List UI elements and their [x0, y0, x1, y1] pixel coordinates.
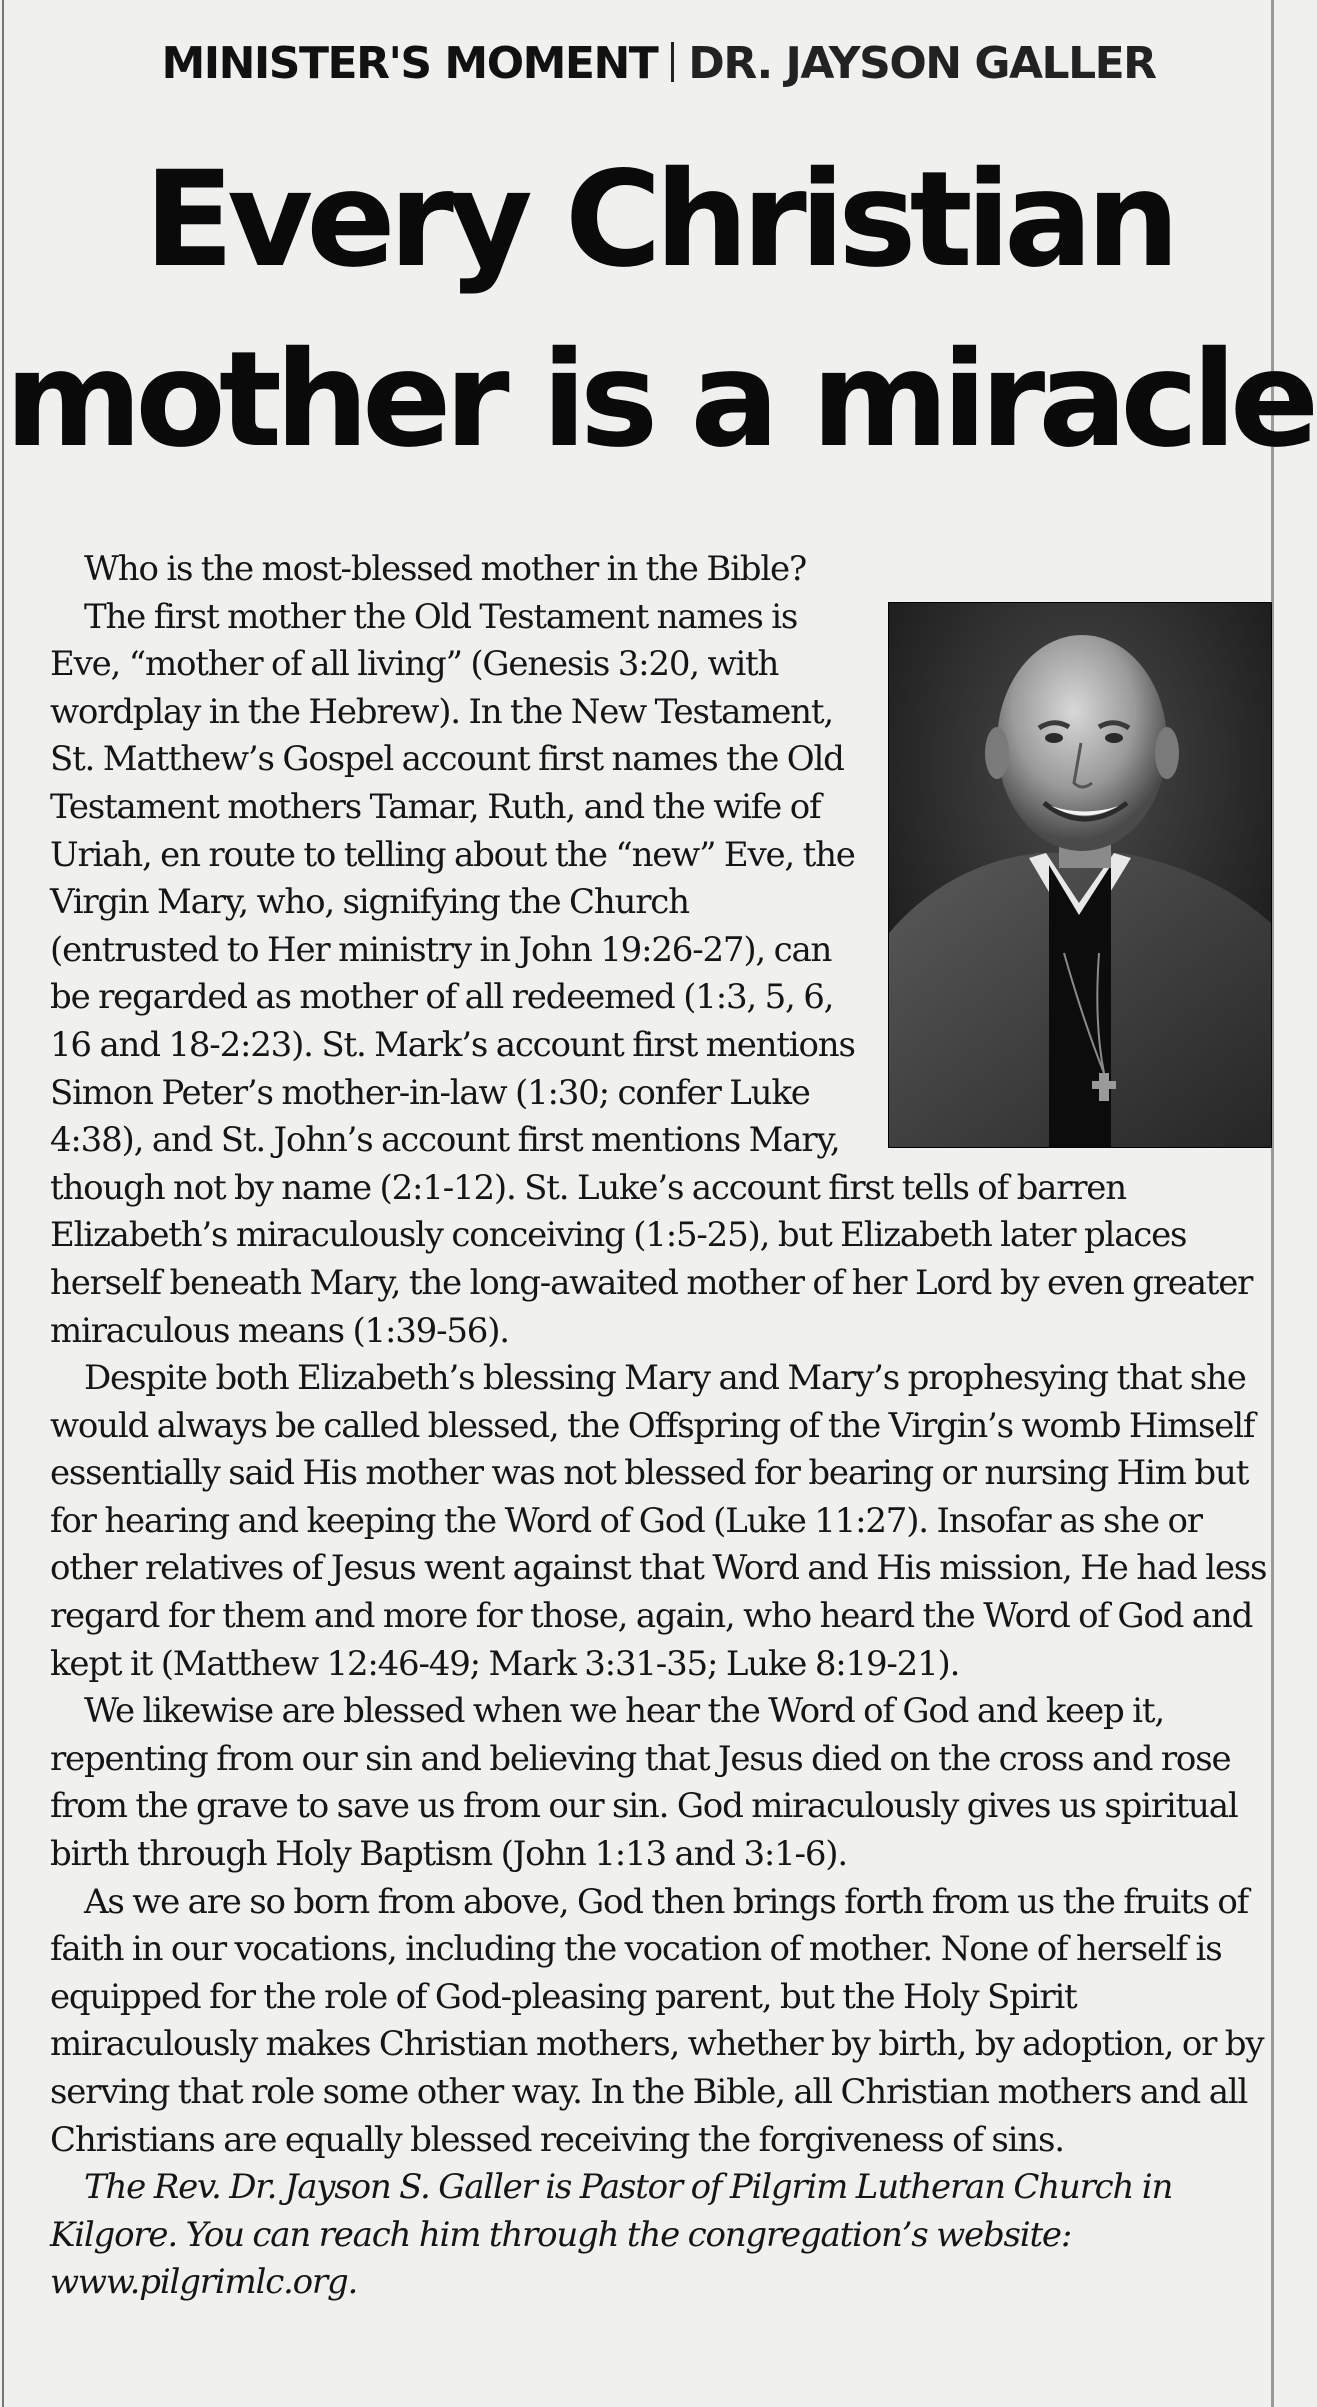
section-label: MINISTER'S MOMENT: [161, 38, 658, 89]
byline: DR. JAYSON GALLER: [688, 38, 1156, 89]
portrait-icon: [889, 603, 1271, 1147]
article-paragraph-3: Despite both Elizabeth’s blessing Mary and Mary’s prophesying that she would always be called blessed, the Offspring of the Virgin’s womb Himself essentially said His mother was not blessed for bearing or nursing Him but for hearing and keeping the Word of God (Luke 11:27). Insofar as she or other relatives of Jesus went against that Word and His mission, He had less regard for them and more for those, again, who heard the Word of God and kept it (Matthew 12:46-49; Mark 3:31-35; Luke 8:19-21).: [50, 1358, 1267, 1684]
article-paragraph-4: We likewise are blessed when we hear the Word of God and keep it, repenting from our sin and believing that Jesus died on the cross and rose from the grave to save us from our sin. God miraculously gives us spiritual birth through Holy Baptism (John 1:13 and 3:1-6).: [50, 1691, 1238, 1875]
headline-line-2: mother is a miracle: [4, 323, 1313, 477]
article-paragraph-2: The first mother the Old Testament names is Eve, “mother of all living” (Genesis 3:20, with wordplay in the Hebrew). In the New Testament, St. Matthew’s Gospel account first names the Old Testament mothers Tamar, Ruth, and the wife of Uriah, en route to telling about the “new” Eve, the Virgin Mary, who, signifying the Church (entrusted to Her ministry in John 19:26-27), can be regarded as mother of all redeemed (1:3, 5, 6, 16 and 18-2:23). St. Mark’s account first mentions Simon Peter’s mother-in-law (1:30; confer Luke 4:38), and St. John’s account first mentions Mary, though not by name (2:1-12). St. Luke’s account first tells of barren Elizabeth’s miraculously conceiving (1:5-25), but Elizabeth later places herself beneath Mary, the long-awaited mother of her Lord by even greater miraculous means (1:39-56).: [50, 596, 1253, 1351]
article-paragraph-5: As we are so born from above, God then brings forth from us the fruits of faith in our vocations, including the vocation of mother. None of herself is equipped for the role of God-pleasing parent, but the Holy Spirit miraculously makes Christian mothers, whether by birth, by adoption, or by serving that role some other way. In the Bible, all Christian mothers and all Christians are equally blessed receiving the forgiveness of sins.: [50, 1881, 1264, 2160]
article-paragraph-1: Who is the most-blessed mother in the Bible?: [84, 549, 806, 589]
column-kicker: [0, 38, 1317, 89]
author-bio: The Rev. Dr. Jayson S. Galler is Pastor of Pilgrim Lutheran Church in Kilgore. You can reach him through the congregation’s website: www.pilgrimlc.org.: [50, 2167, 1173, 2303]
kicker-divider: [671, 42, 674, 82]
headline-line-1: Every Christian: [144, 143, 1173, 297]
article-body: [50, 546, 1272, 2307]
headline: [0, 130, 1317, 490]
author-portrait-photo: [888, 602, 1272, 1148]
